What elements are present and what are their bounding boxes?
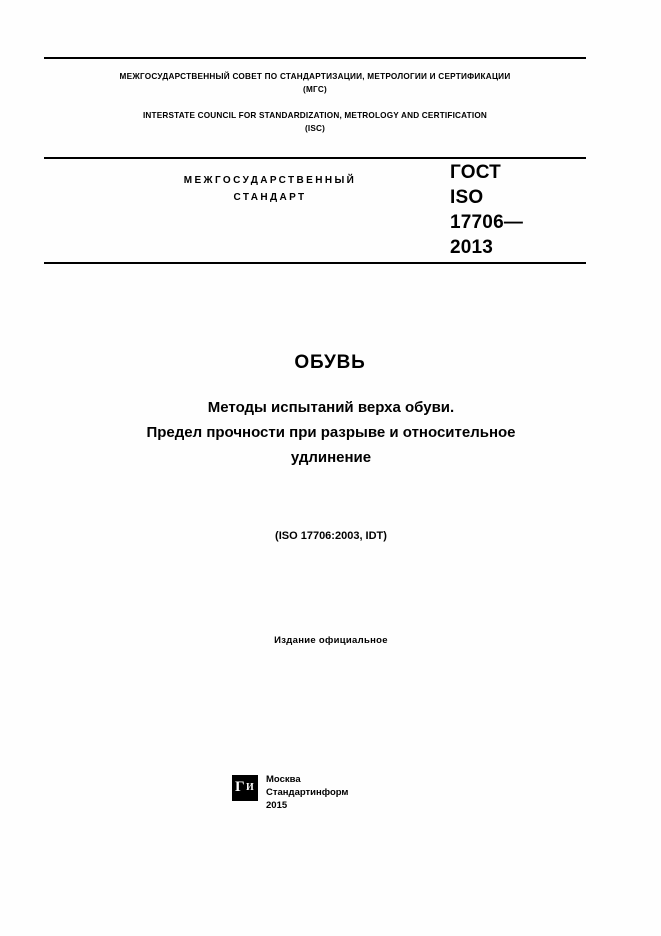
page-subtitle-line1: Методы испытаний верха обуви. — [207, 399, 455, 416]
standard-type-label-line2: СТАНДАРТ — [233, 192, 307, 203]
standard-type-label — [120, 172, 420, 206]
council-name-en-line2: (ISC) — [304, 124, 326, 133]
publisher-year: 2015 — [266, 800, 288, 811]
council-name-en-line1: INTERSTATE COUNCIL FOR STANDARDIZATION, METROLOGY AND CERTIFICATION — [142, 111, 488, 120]
publisher-block — [232, 772, 432, 812]
council-name-ru — [44, 70, 586, 96]
page-title: ОБУВЬ — [294, 352, 366, 373]
council-name-en — [44, 109, 586, 135]
divider-middle — [44, 157, 586, 159]
edition-note: Издание официальное — [274, 635, 388, 646]
standard-designation-line1: ГОСТ — [450, 162, 501, 183]
publisher-city: Москва — [266, 774, 301, 785]
publisher-text — [266, 772, 348, 812]
page-subtitle-line2: Предел прочности при разрыве и относительное — [146, 424, 516, 441]
council-name-ru-line2: (МГС) — [303, 85, 327, 94]
page-subtitle-line3: удлинение — [290, 449, 372, 466]
iso-reference: (ISO 17706:2003, IDT) — [275, 530, 387, 542]
publisher-name: Стандартинформ — [266, 787, 349, 798]
page-subtitle — [75, 395, 587, 470]
divider-top — [44, 57, 586, 59]
council-name-ru-line1: МЕЖГОСУДАРСТВЕННЫЙ СОВЕТ ПО СТАНДАРТИЗАЦИИ, МЕТРОЛОГИИ И СЕРТИФИКАЦИИ — [119, 72, 511, 81]
standard-type-label-line1: МЕЖГОСУДАРСТВЕННЫЙ — [183, 175, 357, 186]
divider-bottom — [44, 262, 586, 264]
standard-designation-line4: 2013 — [450, 237, 494, 258]
standard-designation-line2: ISO — [450, 187, 484, 208]
council-header — [44, 70, 586, 135]
logo-letter-main: Г — [235, 779, 245, 795]
standard-designation — [450, 160, 590, 260]
standartinform-logo-icon — [232, 775, 258, 801]
logo-letter-small: И — [246, 782, 254, 793]
standard-designation-line3: 17706— — [450, 212, 524, 233]
